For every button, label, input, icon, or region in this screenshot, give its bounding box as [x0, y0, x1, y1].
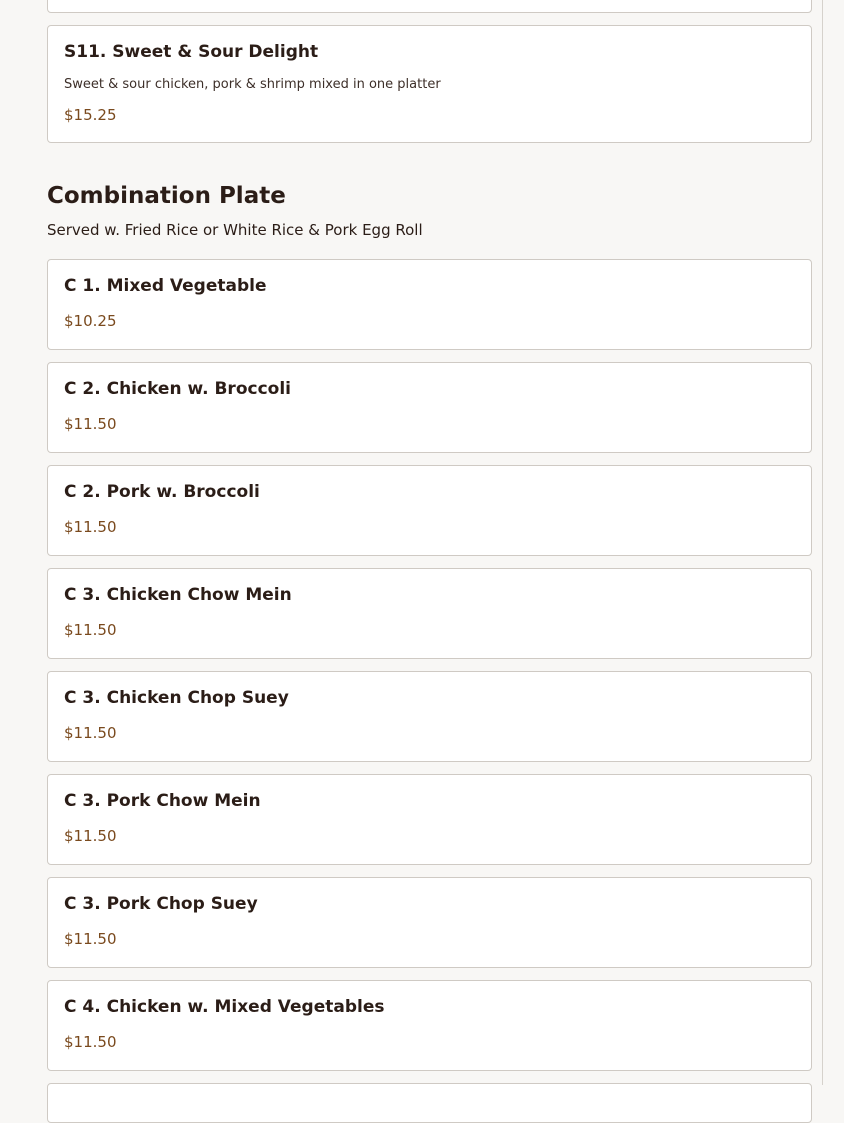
- menu-item-price: $11.50: [64, 827, 117, 845]
- menu-item-price: $11.50: [64, 415, 117, 433]
- menu-item-card[interactable]: [47, 568, 812, 659]
- menu-item-title: C 3. Chicken Chop Suey: [64, 688, 289, 708]
- menu-item-card[interactable]: [47, 1083, 812, 1123]
- menu-item-title: C 2. Chicken w. Broccoli: [64, 379, 291, 399]
- menu-item-title: S11. Sweet & Sour Delight: [64, 42, 319, 62]
- menu-item-title: C 3. Pork Chop Suey: [64, 894, 258, 914]
- menu-item-title: C 3. Pork Chow Mein: [64, 791, 261, 811]
- menu-item-title: C 4. Chicken w. Mixed Vegetables: [64, 997, 385, 1017]
- page-right-border: [822, 0, 823, 1085]
- menu-item-card[interactable]: [47, 774, 812, 865]
- menu-item-card[interactable]: [47, 465, 812, 556]
- menu-item-price: $11.50: [64, 518, 117, 536]
- menu-item-card[interactable]: [47, 362, 812, 453]
- section-subtitle: Served w. Fried Rice or White Rice & Pork Egg Roll: [47, 221, 423, 239]
- menu-item-title: C 1. Mixed Vegetable: [64, 276, 267, 296]
- menu-item-description: Sweet & sour chicken, pork & shrimp mixed in one platter: [64, 77, 441, 92]
- section-title: Combination Plate: [47, 183, 286, 209]
- menu-item-card[interactable]: [47, 877, 812, 968]
- menu-item-card[interactable]: [47, 0, 812, 13]
- menu-item-price: $11.50: [64, 621, 117, 639]
- menu-item-title: C 2. Pork w. Broccoli: [64, 482, 260, 502]
- menu-item-card[interactable]: [47, 25, 812, 143]
- menu-item-price: $11.50: [64, 930, 117, 948]
- menu-item-price: $11.50: [64, 1033, 117, 1051]
- menu-item-price: $11.50: [64, 724, 117, 742]
- menu-item-card[interactable]: [47, 259, 812, 350]
- menu-item-price: $10.25: [64, 312, 117, 330]
- menu-item-title: C 3. Chicken Chow Mein: [64, 585, 292, 605]
- menu-item-card[interactable]: [47, 671, 812, 762]
- menu-item-card[interactable]: [47, 980, 812, 1071]
- menu-item-price: $15.25: [64, 106, 117, 124]
